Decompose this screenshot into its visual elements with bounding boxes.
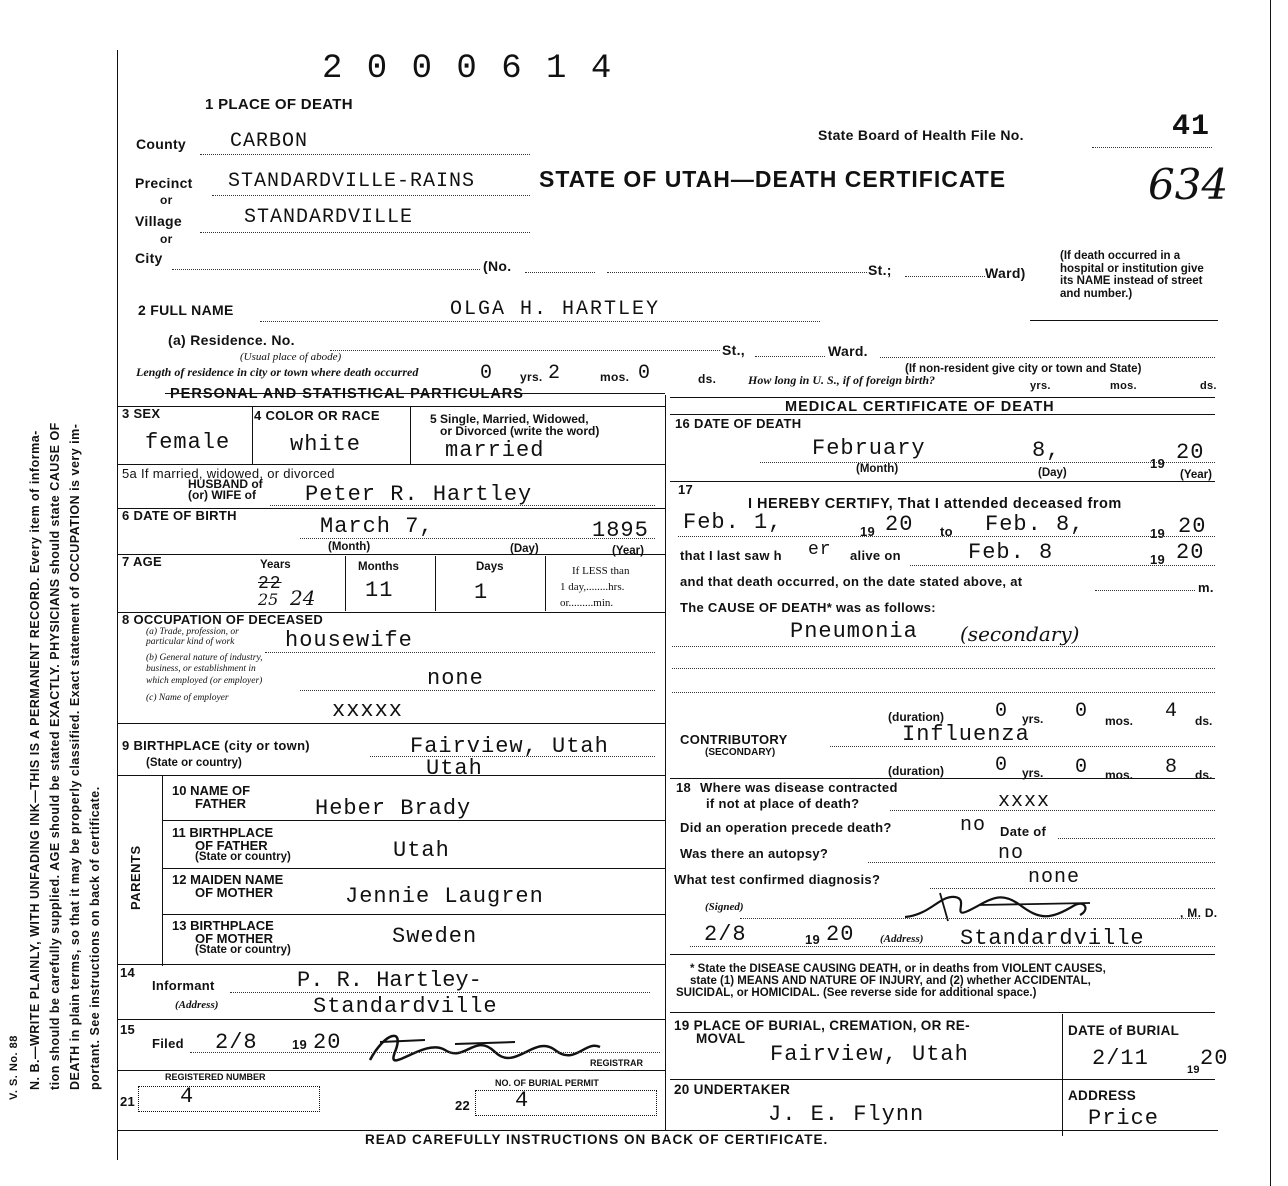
occ-a-label-2: particular kind of work — [146, 637, 235, 647]
footnote-line2: state (1) MEANS AND NATURE OF INJURY, and (2) whether ACCIDENTAL, — [690, 975, 1091, 987]
cause-note: (secondary) — [960, 622, 1080, 646]
or-label-2: or — [160, 232, 173, 246]
us-ds-label: ds. — [1200, 380, 1217, 392]
precinct-value: STANDARDVILLE-RAINS — [228, 170, 476, 193]
test-label: What test confirmed diagnosis? — [674, 872, 881, 887]
mother-bp-label-1: 13 BIRTHPLACE — [172, 918, 274, 933]
informant-address-label: (Address) — [175, 999, 219, 1011]
contracted-value: xxxx — [998, 790, 1051, 813]
file-no-label: State Board of Health File No. — [818, 127, 1024, 143]
mother-bp-value: Sweden — [392, 924, 478, 949]
father-bp-value: Utah — [393, 838, 450, 863]
village-value: STANDARDVILLE — [244, 206, 414, 229]
autopsy-value: no — [998, 842, 1025, 865]
dur2-yrs-value: 0 — [995, 754, 1009, 777]
right-border — [1270, 0, 1271, 1186]
spouse-label-2: HUSBAND of — [188, 477, 263, 491]
undertaker-label: 20 UNDERTAKER — [674, 1082, 791, 1097]
us-residence-label: How long in U. S., if of foreign birth? — [748, 373, 936, 387]
dob-label: 6 DATE OF BIRTH — [122, 508, 237, 523]
city-label: City — [135, 250, 163, 266]
spouse-label-3: (or) WIFE of — [188, 488, 256, 502]
father-name-label-2: FATHER — [195, 796, 247, 811]
attended-to-year: 20 — [1178, 514, 1207, 539]
mother-bp-label-3: (State or country) — [195, 944, 291, 956]
residence-ds-value: 0 — [638, 362, 652, 385]
race-label: 4 COLOR OR RACE — [254, 408, 380, 423]
father-name-label-1: 10 NAME OF — [172, 783, 251, 798]
death-month: February — [812, 436, 926, 461]
mother-name-value: Jennie Laugren — [345, 884, 544, 909]
burial-year: 20 — [1200, 1046, 1229, 1071]
less-day-line3: or.........min. — [560, 597, 614, 609]
test-value: none — [1028, 866, 1081, 889]
birthplace-label: 9 BIRTHPLACE (city or town) — [122, 738, 310, 753]
dur2-mos-value: 0 — [1075, 756, 1089, 779]
county-value: CARBON — [230, 130, 309, 153]
burial-label-1: 19 PLACE OF BURIAL, CREMATION, OR RE- — [674, 1018, 970, 1033]
filed-year: 20 — [313, 1030, 342, 1055]
attended-to: Feb. 8, — [985, 512, 1085, 537]
race-value: white — [290, 432, 362, 457]
father-bp-label-2: OF FATHER — [195, 838, 268, 853]
dur2-mos-label: mos. — [1105, 768, 1134, 782]
margin-note-line2: tion should be carefully supplied. AGE should be stated EXACTLY. PHYSICIANS should state CAUSE OF — [48, 422, 62, 1090]
signed-date: 2/8 — [704, 922, 747, 947]
age-years-note: 25 — [258, 590, 279, 609]
occ-a-value: housewife — [285, 628, 413, 653]
last-saw-year: 20 — [1176, 540, 1205, 565]
occ-b-value: none — [427, 666, 484, 691]
left-border — [117, 50, 118, 1160]
dob-year-label: (Year) — [612, 545, 644, 557]
nonresident-note: (If non-resident give city or town and State) — [905, 363, 1142, 375]
marital-label-2: or Divorced (write the word) — [440, 424, 600, 438]
undertaker-address-label: ADDRESS — [1068, 1088, 1137, 1103]
father-bp-label-3: (State or country) — [195, 851, 291, 863]
city-st-label: St.; — [868, 262, 892, 278]
autopsy-label: Was there an autopsy? — [680, 846, 829, 861]
secondary-label: (SECONDARY) — [705, 747, 776, 758]
filed-label: Filed — [152, 1036, 184, 1051]
registrar-signature — [365, 1022, 605, 1067]
dur1-mos-value: 0 — [1075, 700, 1089, 723]
footer-instruction: READ CAREFULLY INSTRUCTIONS ON BACK OF CERTIFICATE. — [365, 1132, 829, 1147]
less-day-line1: If LESS than — [572, 565, 630, 577]
mother-name-label-1: 12 MAIDEN NAME — [172, 872, 284, 887]
attended-from-year-prefix: 19 — [860, 524, 876, 539]
age-months-label: Months — [358, 561, 399, 573]
age-days-label: Days — [476, 561, 504, 573]
dob-year: 1895 — [592, 518, 649, 543]
spouse-label-1: 5a If married, widowed, or divorced — [122, 466, 335, 481]
occ-b-label-2: business, or establishment in — [146, 664, 256, 674]
marital-label-1: 5 Single, Married, Widowed, — [430, 412, 589, 426]
death-day: 8, — [1032, 438, 1061, 463]
certify-text: I HEREBY CERTIFY, That I attended deceased from — [748, 496, 1122, 512]
birthplace-city: Fairview, Utah — [410, 734, 609, 759]
attended-from-year: 20 — [885, 512, 914, 537]
occurred-label: and that death occurred, on the date stated above, at — [680, 574, 1023, 589]
contributory-label: CONTRIBUTORY — [680, 732, 788, 747]
dur1-ds-label: ds. — [1195, 714, 1213, 728]
physician-signature — [900, 885, 1100, 925]
burial-label-2: MOVAL — [696, 1031, 746, 1046]
occurred-m-label: m. — [1198, 580, 1214, 595]
residence-ds-label: ds. — [698, 372, 717, 386]
certificate-number: 2 0 0 0 6 1 4 — [322, 50, 614, 88]
physician-address-label: (Address) — [880, 933, 924, 945]
to-label: to — [940, 524, 953, 539]
handwritten-number: 634 — [1148, 160, 1229, 209]
occupation-label: 8 OCCUPATION OF DECEASED — [122, 612, 324, 627]
cause-label: The CAUSE OF DEATH* was as follows: — [680, 600, 936, 615]
last-saw-label: that I last saw h — [680, 548, 782, 563]
us-mos-label: mos. — [1110, 380, 1137, 392]
father-name-value: Heber Brady — [315, 796, 472, 821]
less-day-line2: 1 day,........hrs. — [560, 581, 625, 593]
residence-st-label: St., — [722, 342, 745, 358]
city-ward-label: Ward) — [985, 265, 1026, 281]
burial-date-label: DATE of BURIAL — [1068, 1023, 1180, 1038]
footnote-line1: * State the DISEASE CAUSING DEATH, or in deaths from VIOLENT CAUSES, — [690, 963, 1106, 975]
column-divider — [665, 395, 666, 1130]
undertaker-address-value: Price — [1088, 1106, 1160, 1131]
last-saw-date: Feb. 8 — [968, 540, 1054, 565]
contracted-label-1: Where was disease contracted — [700, 780, 898, 795]
operation-label: Did an operation precede death? — [680, 820, 892, 835]
undertaker-value: J. E. Flynn — [768, 1102, 925, 1127]
burial-permit-value: 4 — [515, 1088, 530, 1113]
occ-c-label: (c) Name of employer — [146, 693, 229, 703]
filed-date: 2/8 — [215, 1030, 258, 1055]
hospital-note: (If death occurred in a hospital or institution give its NAME instead of street and number.) — [1060, 250, 1204, 300]
form-number: V. S. No. 88 — [8, 1035, 20, 1100]
place-of-death-heading: 1 PLACE OF DEATH — [205, 96, 353, 113]
dur1-mos-label: mos. — [1105, 714, 1134, 728]
cause-value: Pneumonia — [790, 619, 918, 644]
residence-ward-label: Ward. — [828, 343, 868, 359]
burial-year-prefix: 19 — [1187, 1064, 1200, 1076]
parents-label: PARENTS — [128, 845, 143, 910]
contracted-number: 18 — [676, 780, 692, 795]
dur1-yrs-label: yrs. — [1022, 712, 1044, 726]
medical-section-title: MEDICAL CERTIFICATE OF DEATH — [785, 399, 1055, 415]
death-year: 20 — [1176, 440, 1205, 465]
signed-year-prefix: 19 — [805, 932, 821, 947]
dur2-ds-value: 8 — [1165, 756, 1179, 779]
dob-day-label: (Day) — [510, 543, 539, 555]
marital-value: married — [445, 438, 545, 463]
md-label: , M. D. — [1180, 906, 1218, 920]
sex-label: 3 SEX — [122, 406, 161, 421]
death-year-label: (Year) — [1180, 469, 1212, 481]
contracted-label-2: if not at place of death? — [706, 796, 860, 811]
age-years-label: Years — [260, 559, 291, 571]
occ-c-value: xxxxx — [332, 698, 404, 723]
dur1-ds-value: 4 — [1165, 700, 1179, 723]
us-yrs-label: yrs. — [1030, 380, 1051, 392]
death-year-prefix: 19 — [1150, 456, 1166, 471]
spouse-value: Peter R. Hartley — [305, 482, 533, 507]
age-months-value: 11 — [365, 578, 394, 603]
signed-label: (Signed) — [705, 901, 744, 913]
filed-number: 15 — [120, 1022, 136, 1037]
dob-month-label: (Month) — [328, 541, 371, 553]
alive-on-label: alive on — [850, 548, 901, 563]
operation-date-label: Date of — [1000, 824, 1047, 839]
death-month-label: (Month) — [856, 463, 899, 475]
death-day-label: (Day) — [1038, 467, 1067, 479]
registrar-label: REGISTRAR — [590, 1058, 644, 1068]
attended-to-year-prefix: 19 — [1150, 526, 1166, 541]
residence-yrs-label: yrs. — [520, 370, 543, 384]
cert-number: 17 — [678, 482, 694, 497]
age-years-struck: 22 — [258, 574, 282, 594]
informant-number: 14 — [120, 965, 136, 980]
filed-year-prefix: 19 — [292, 1037, 308, 1052]
dob-month-day: March 7, — [320, 514, 434, 539]
contributory-value: Influenza — [902, 722, 1030, 747]
dur2-yrs-label: yrs. — [1022, 766, 1044, 780]
city-no-label: (No. — [483, 258, 512, 274]
burial-date-value: 2/11 — [1092, 1046, 1149, 1071]
reg-num-index: 21 — [120, 1094, 136, 1109]
mother-name-label-2: OF MOTHER — [195, 885, 273, 900]
occ-b-label-1: (b) General nature of industry, — [146, 653, 263, 663]
length-of-residence-label: Length of residence in city or town where death occurred — [136, 365, 419, 379]
occ-b-label-3: which employed (or employer) — [146, 676, 263, 686]
county-label: County — [136, 136, 187, 152]
burial-permit-label: NO. OF BURIAL PERMIT — [495, 1078, 599, 1088]
reg-num-value: 4 — [180, 1084, 195, 1109]
full-name-value: OLGA H. HARTLEY — [450, 298, 661, 321]
reg-num-label: REGISTERED NUMBER — [165, 1072, 266, 1082]
margin-note-line3: DEATH in plain terms, so that it may be properly classified. Exact statement of OCCUPATION is very im- — [68, 423, 82, 1090]
informant-value: P. R. Hartley- — [297, 968, 482, 993]
physician-address: Standardville — [960, 926, 1145, 951]
operation-value: no — [960, 814, 987, 837]
occ-a-label-1: (a) Trade, profession, or — [146, 627, 239, 637]
age-days-value: 1 — [474, 580, 489, 605]
father-bp-label-1: 11 BIRTHPLACE — [172, 825, 274, 840]
dur2-ds-label: ds. — [1195, 768, 1213, 782]
last-saw-pronoun: er — [808, 540, 832, 560]
usual-place-label: (Usual place of abode) — [240, 351, 342, 363]
reg-num-box — [138, 1086, 320, 1112]
attended-from: Feb. 1, — [683, 510, 783, 535]
footnote-line3: SUICIDAL, or HOMICIDAL. (See reverse side for additional space.) — [676, 987, 1037, 999]
margin-note-line1: N. B.—WRITE PLAINLY, WITH UNFADING INK—THIS IS A PERMANENT RECORD. Every item of informa- — [28, 430, 42, 1090]
or-label-1: or — [160, 193, 173, 207]
residence-yrs-value: 0 — [480, 362, 494, 385]
residence-mos-value: 2 — [548, 362, 562, 385]
file-no-value: 41 — [1172, 110, 1211, 144]
burial-permit-index: 22 — [455, 1098, 471, 1113]
burial-place-value: Fairview, Utah — [770, 1042, 969, 1067]
village-label: Village — [135, 213, 182, 229]
burial-permit-box — [475, 1090, 657, 1116]
informant-address: Standardville — [313, 994, 498, 1019]
duration-label-2: (duration) — [888, 764, 944, 778]
informant-label: Informant — [152, 978, 215, 993]
age-label: 7 AGE — [122, 554, 163, 569]
residence-mos-label: mos. — [600, 370, 630, 384]
full-name-label: 2 FULL NAME — [138, 302, 234, 318]
certificate-title: STATE OF UTAH—DEATH CERTIFICATE — [539, 166, 1007, 192]
bottom-rule — [118, 1130, 1218, 1131]
sex-value: female — [145, 430, 231, 455]
margin-note-line4: portant. See instructions on back of certificate. — [88, 786, 102, 1090]
duration-label-1: (duration) — [888, 710, 944, 724]
mother-bp-label-2: OF MOTHER — [195, 931, 273, 946]
birthplace-state-label: (State or country) — [146, 757, 242, 769]
residence-label: (a) Residence. No. — [168, 332, 295, 348]
last-saw-year-prefix: 19 — [1150, 552, 1166, 567]
dur1-yrs-value: 0 — [995, 700, 1009, 723]
precinct-label: Precinct — [135, 175, 193, 191]
birthplace-state: Utah — [426, 756, 483, 781]
personal-section-title: PERSONAL AND STATISTICAL PARTICULARS — [170, 386, 524, 402]
death-date-label: 16 DATE OF DEATH — [675, 416, 802, 431]
age-years-value: 24 — [290, 586, 316, 610]
signed-year: 20 — [826, 922, 855, 947]
